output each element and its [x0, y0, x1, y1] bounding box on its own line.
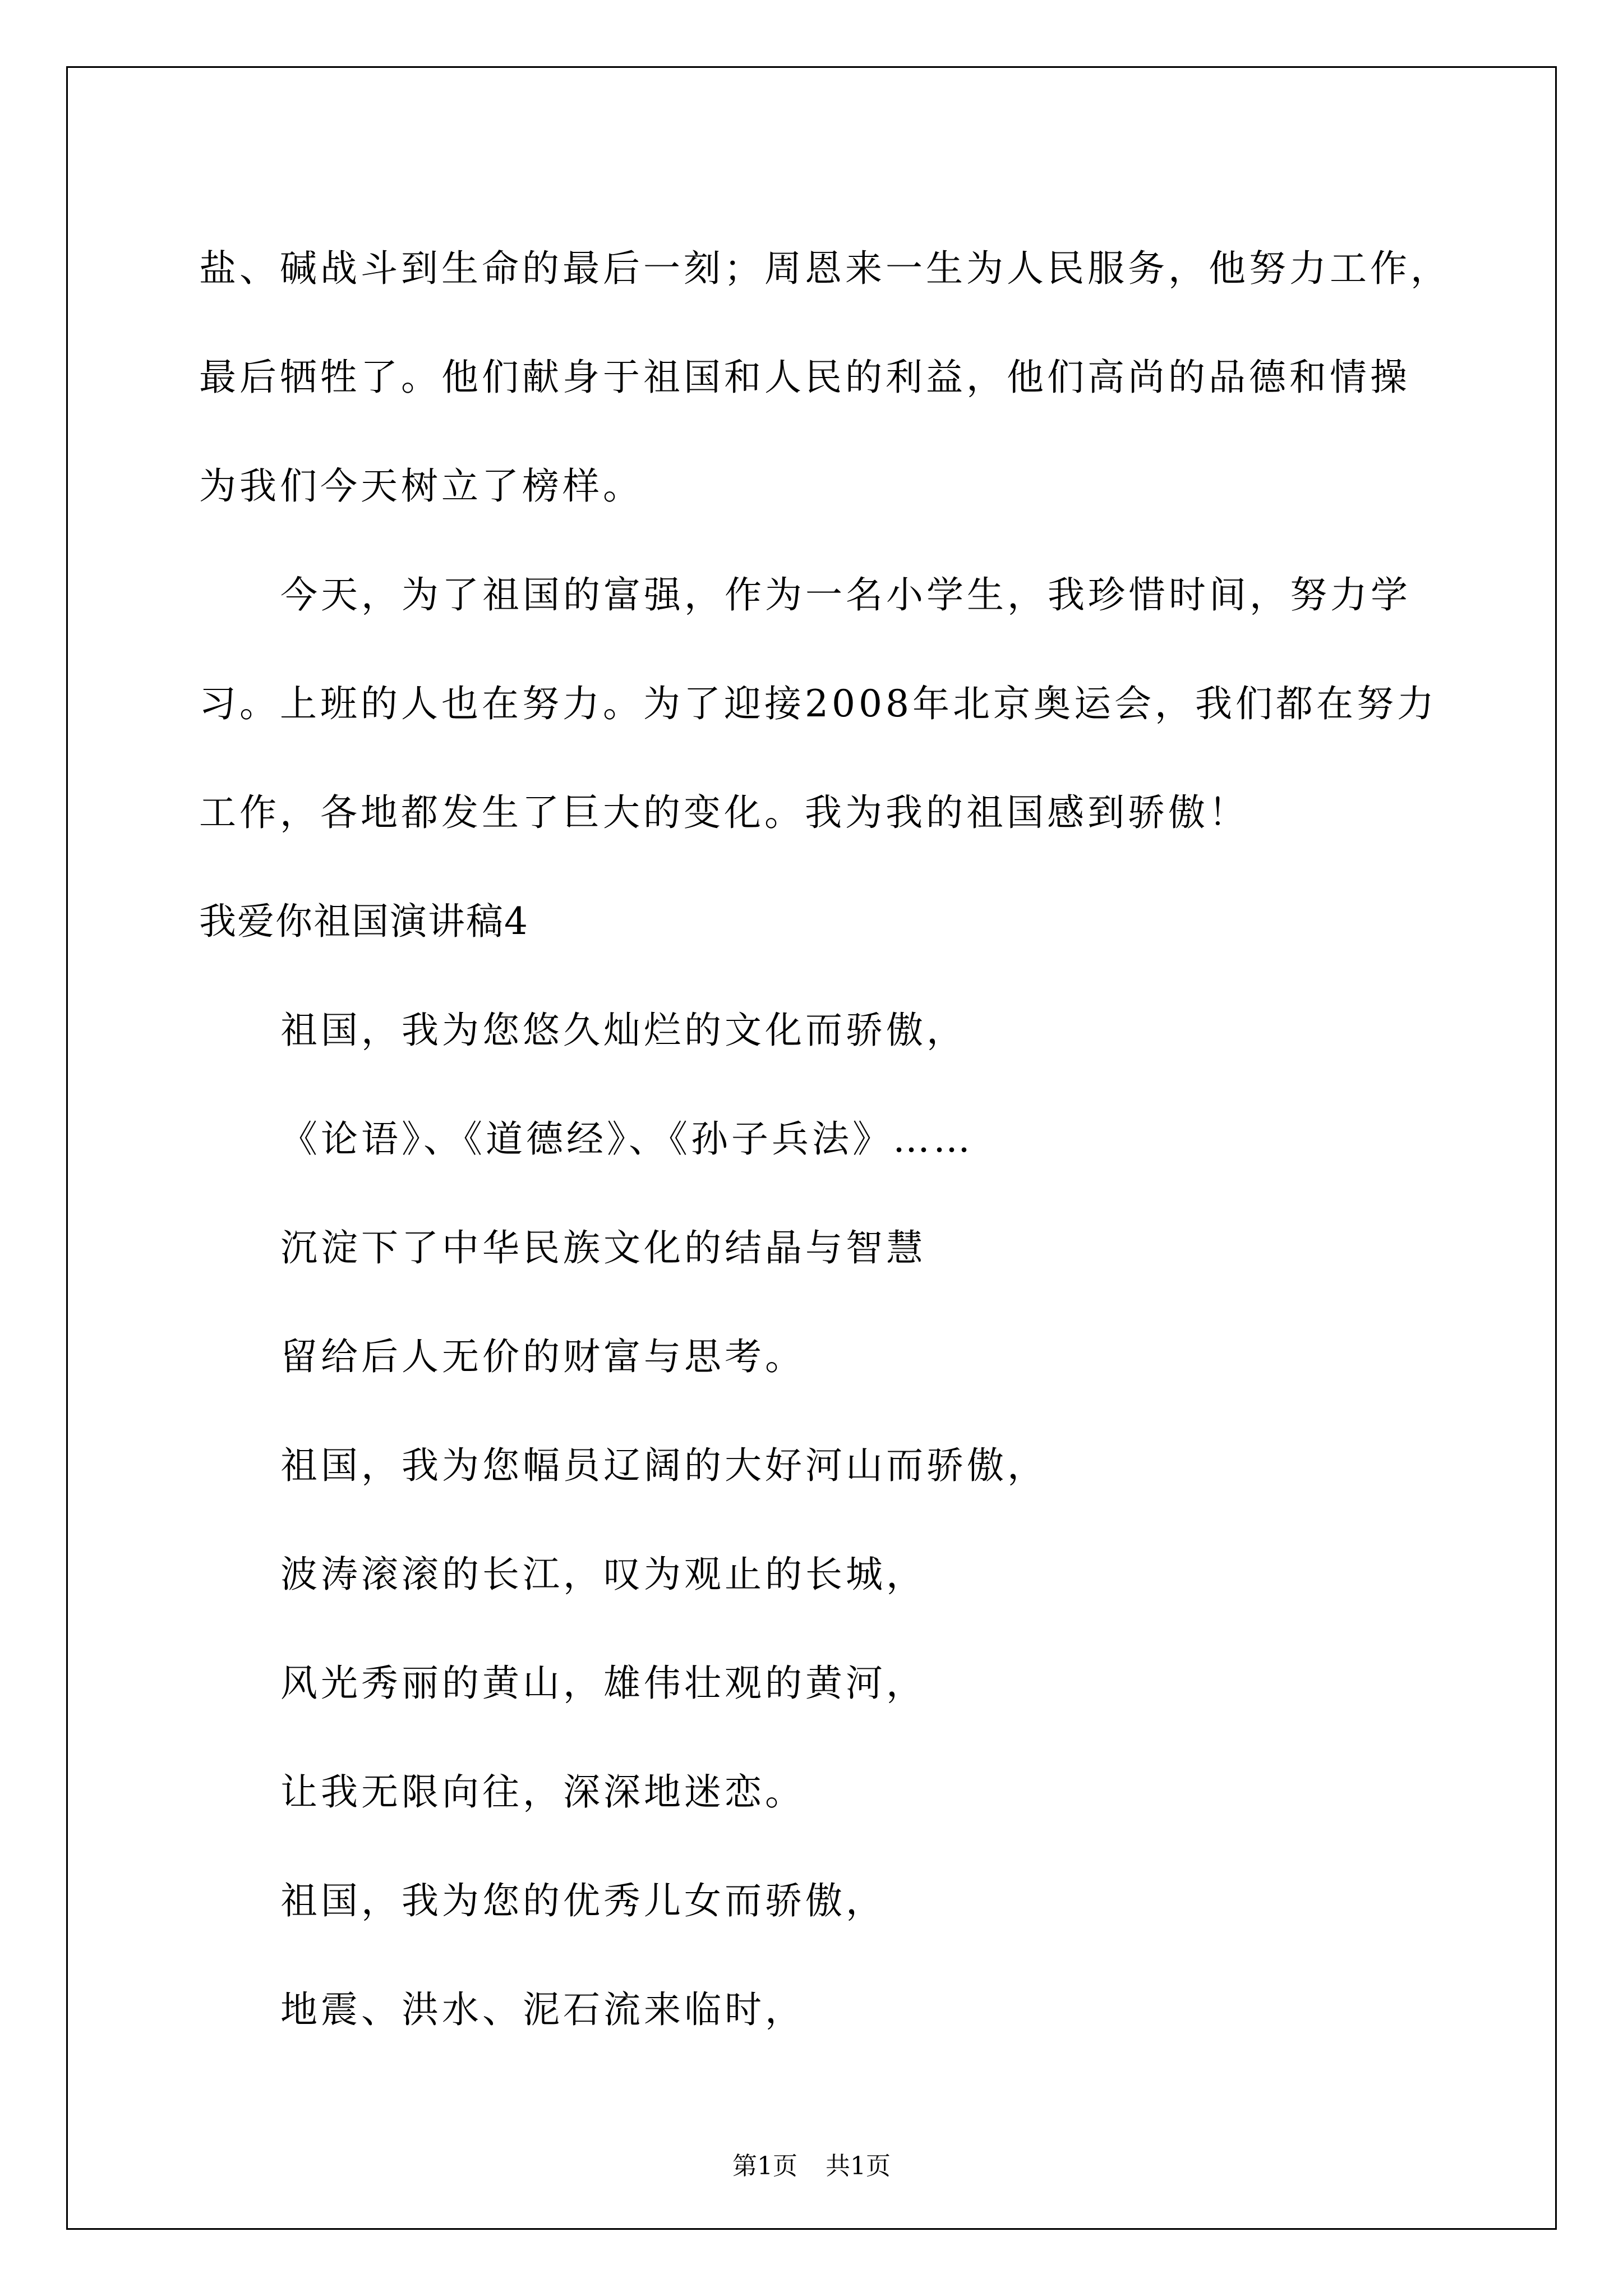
page-number: 第1页	[732, 2152, 797, 2180]
text-line: 习。上班的人也在努力。为了迎接2008年北京奥运会，我们都在努力	[199, 682, 1437, 725]
text-line: 工作，各地都发生了巨大的变化。我为我的祖国感到骄傲！	[199, 791, 1249, 834]
section-heading: 我爱你祖国演讲稿4	[199, 900, 529, 943]
text-line: 地震、洪水、泥石流来临时，	[280, 1988, 805, 2031]
document-body	[199, 214, 1483, 2064]
text-line: 祖国，我为您幅员辽阔的大好河山而骄傲，	[280, 1444, 1048, 1487]
text-line: 盐、碱战斗到生命的最后一刻；周恩来一生为人民服务，他努力工作，	[199, 247, 1451, 290]
page-total: 共1页	[826, 2152, 891, 2180]
page-footer	[0, 2150, 1623, 2183]
text-line: 祖国，我为您悠久灿烂的文化而骄傲，	[280, 1009, 967, 1052]
text-line: 留给后人无价的财富与思考。	[280, 1335, 805, 1378]
text-line: 祖国，我为您的优秀儿女而骄傲，	[280, 1879, 886, 1922]
text-line: 波涛滚滚的长江，叹为观止的长城，	[280, 1553, 926, 1596]
text-line: 让我无限向往，深深地迷恋。	[280, 1770, 805, 1814]
text-line: 今天，为了祖国的富强，作为一名小学生，我珍惜时间，努力学	[280, 573, 1411, 616]
text-line: 沉淀下了中华民族文化的结晶与智慧	[280, 1226, 926, 1269]
text-line: 最后牺牲了。他们献身于祖国和人民的利益，他们高尚的品德和情操	[199, 356, 1410, 399]
text-line: 《论语》、《道德经》、《孙子兵法》……	[280, 1117, 974, 1161]
text-line: 风光秀丽的黄山，雄伟壮观的黄河，	[280, 1662, 926, 1705]
text-line: 为我们今天树立了榜样。	[199, 464, 643, 508]
